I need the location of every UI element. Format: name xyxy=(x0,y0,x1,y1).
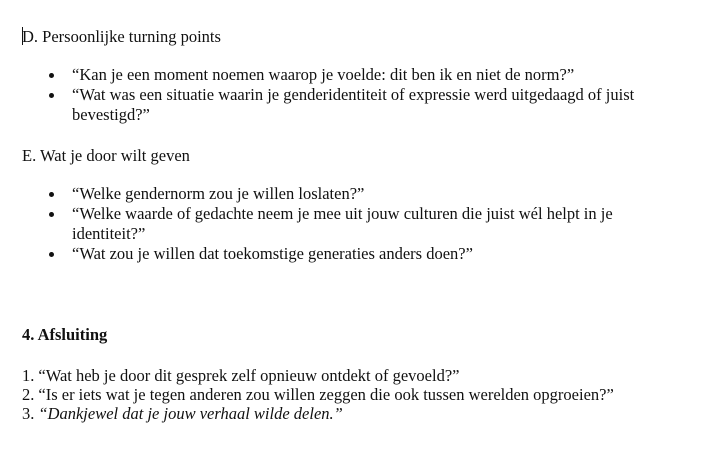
list-item xyxy=(0,85,690,125)
bullet-text: “Welke gendernorm zou je willen loslaten?” xyxy=(72,184,365,203)
list-item xyxy=(22,404,702,423)
bullet-text: “Wat zou je willen dat toekomstige generaties anders doen?” xyxy=(72,244,473,263)
bullet-text: “Kan je een moment noemen waarop je voelde: dit ben ik en niet de norm?” xyxy=(72,65,575,84)
bullet-icon xyxy=(49,212,54,217)
bullet-icon xyxy=(49,192,54,197)
item-number: 1. xyxy=(22,366,35,385)
bullet-icon xyxy=(49,252,54,257)
list-item xyxy=(0,184,690,204)
item-number: 3. xyxy=(22,404,35,423)
item-text: “Dankjewel dat je jouw verhaal wilde delen.” xyxy=(38,404,343,423)
section-e-heading: E. Wat je door wilt geven xyxy=(22,146,190,165)
section-e-bullet-list xyxy=(0,184,690,264)
section-d-heading-text: D. Persoonlijke turning points xyxy=(22,27,221,46)
bullet-text: “Wat was een situatie waarin je genderidentiteit of expressie werd uitgedaagd of juist bevestigd?” xyxy=(72,85,635,124)
item-text: “Is er iets wat je tegen anderen zou willen zeggen die ook tussen werelden opgroeien?” xyxy=(38,385,614,404)
list-item xyxy=(0,65,690,85)
list-item xyxy=(22,385,702,404)
bullet-icon xyxy=(49,73,54,78)
bullet-icon xyxy=(49,93,54,98)
closing-section-title: 4. Afsluiting xyxy=(22,325,108,344)
section-d-heading xyxy=(22,27,221,47)
list-item xyxy=(22,366,702,385)
item-number: 2. xyxy=(22,385,35,404)
section-d-bullet-list xyxy=(0,65,690,125)
closing-numbered-list xyxy=(22,366,702,423)
list-item xyxy=(0,244,690,264)
bullet-text: “Welke waarde of gedachte neem je mee uit jouw culturen die juist wél helpt in je identiteit?” xyxy=(72,204,613,243)
list-item xyxy=(0,204,690,244)
item-text: “Wat heb je door dit gesprek zelf opnieuw ontdekt of gevoeld?” xyxy=(38,366,460,385)
